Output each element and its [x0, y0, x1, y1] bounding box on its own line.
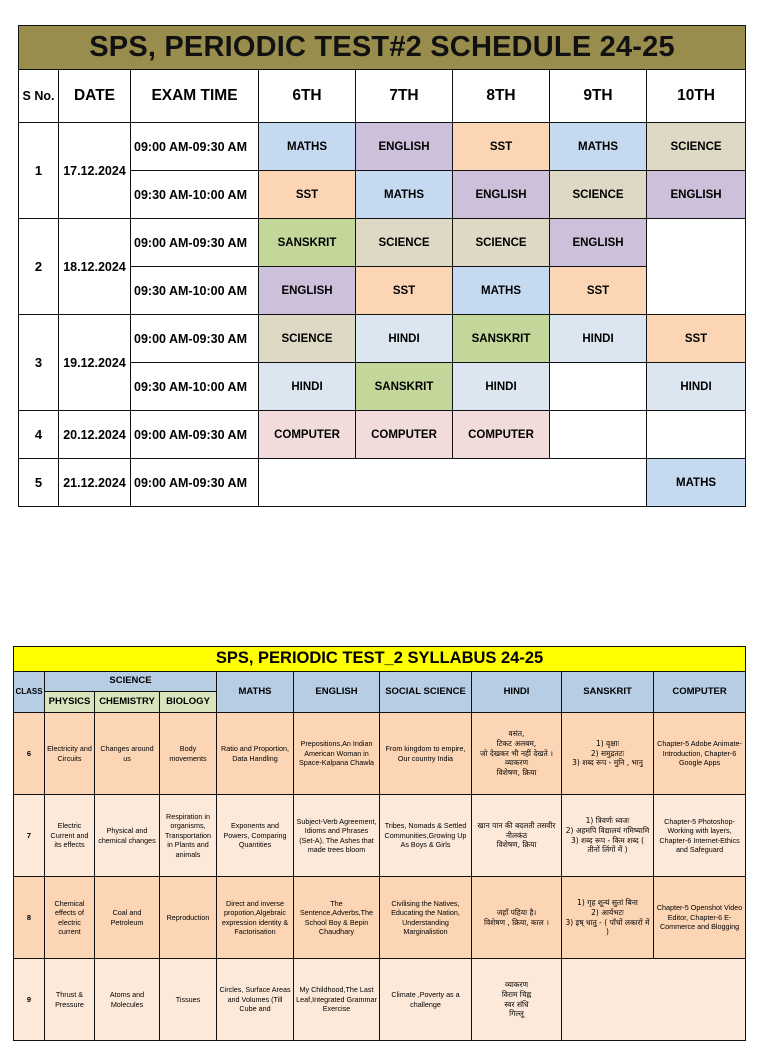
exam-time: 09:00 AM-09:30 AM — [131, 219, 259, 267]
sanskrit-cell: 1) वृक्षाः 2) समुद्रतटः 3) शब्द रूप - मुनि , भानु — [562, 713, 654, 795]
header-biology: BIOLOGY — [160, 692, 217, 713]
header-6th: 6TH — [259, 70, 356, 123]
subject-cell: HINDI — [550, 315, 647, 363]
subject-cell: COMPUTER — [356, 411, 453, 459]
social-cell: From kingdom to empire, Our country India — [380, 713, 472, 795]
chemistry-cell: Coal and Petroleum — [95, 877, 160, 959]
subject-cell: SST — [453, 123, 550, 171]
social-cell: Civilising the Natives, Educating the Nation, Understanding Marginalistion — [380, 877, 472, 959]
header-exam-time: EXAM TIME — [131, 70, 259, 123]
subject-cell: SCIENCE — [550, 171, 647, 219]
english-cell: Subject-Verb Agreement, Idioms and Phrases (Set-A), The Ashes that made trees bloom — [294, 795, 380, 877]
subject-cell: MATHS — [647, 459, 746, 507]
maths-cell: Ratio and Proportion, Data Handling — [217, 713, 294, 795]
biology-cell: Respiration in organisms, Transportation in Plants and animals — [160, 795, 217, 877]
header-sno: S No. — [19, 70, 59, 123]
header-social-science: SOCIAL SCIENCE — [380, 672, 472, 713]
row-sno: 2 — [19, 219, 59, 315]
header-sanskrit: SANSKRIT — [562, 672, 654, 713]
social-cell: Climate ,Poverty as a challenge — [380, 959, 472, 1041]
computer-cell: Chapter-5 Photoshop-Working with layers, Chapter-6 Internet-Ethics and Safeguard — [654, 795, 746, 877]
english-cell: Prepositions,An Indian American Woman in Space-Kalpana Chawla — [294, 713, 380, 795]
empty-cell — [550, 363, 647, 411]
subject-cell: ENGLISH — [356, 123, 453, 171]
chemistry-cell: Atoms and Molecules — [95, 959, 160, 1041]
exam-time: 09:30 AM-10:00 AM — [131, 267, 259, 315]
class-number: 6 — [14, 713, 45, 795]
header-physics: PHYSICS — [45, 692, 95, 713]
maths-cell: Direct and inverse propotion,Algebraic expression identity & Factorisation — [217, 877, 294, 959]
biology-cell: Body movements — [160, 713, 217, 795]
empty-cell — [259, 459, 647, 507]
subject-cell: HINDI — [259, 363, 356, 411]
hindi-cell: खान पान की बदलती तसवीर नीलकंठ विशेषण, क्रिया — [472, 795, 562, 877]
header-7th: 7TH — [356, 70, 453, 123]
sanskrit-cell: 1) त्रिवर्णः ध्वजः 2) अहमपि विद्यालयं गमिष्यामि 3) शब्द रूप - किम शब्द ( तीनों लिंगों में ) — [562, 795, 654, 877]
header-hindi: HINDI — [472, 672, 562, 713]
subject-cell: HINDI — [647, 363, 746, 411]
biology-cell: Reproduction — [160, 877, 217, 959]
subject-cell: COMPUTER — [259, 411, 356, 459]
subject-cell: MATHS — [550, 123, 647, 171]
exam-time: 09:30 AM-10:00 AM — [131, 171, 259, 219]
maths-cell: Circles, Surface Areas and Volumes (Till Cube and — [217, 959, 294, 1041]
row-sno: 1 — [19, 123, 59, 219]
subject-cell: SANSKRIT — [259, 219, 356, 267]
subject-cell: MATHS — [453, 267, 550, 315]
row-sno: 5 — [19, 459, 59, 507]
subject-cell: SANSKRIT — [356, 363, 453, 411]
header-computer: COMPUTER — [654, 672, 746, 713]
row-date: 21.12.2024 — [59, 459, 131, 507]
subject-cell: ENGLISH — [259, 267, 356, 315]
header-9th: 9TH — [550, 70, 647, 123]
subject-cell: SST — [647, 315, 746, 363]
header-maths: MATHS — [217, 672, 294, 713]
subject-cell: HINDI — [356, 315, 453, 363]
physics-cell: Electricity and Circuits — [45, 713, 95, 795]
row-sno: 4 — [19, 411, 59, 459]
empty-cell — [550, 411, 647, 459]
hindi-cell: वसंत, टिकट अलबम, जो देखकर भी नहीं देखते । व्याकरण विशेषण, क्रिया — [472, 713, 562, 795]
exam-time: 09:00 AM-09:30 AM — [131, 459, 259, 507]
subject-cell: ENGLISH — [647, 171, 746, 219]
hindi-cell: जहाँ पहिया है। विशेषण , क्रिया, काल । — [472, 877, 562, 959]
sanskrit-cell: 1) गृह शून्यं सुतां बिना 2) आर्यभटः 3) इष् धातु - ( पाँचों लकारों में ) — [562, 877, 654, 959]
subject-cell: SANSKRIT — [453, 315, 550, 363]
header-class: CLASS — [14, 672, 45, 713]
subject-cell: MATHS — [356, 171, 453, 219]
subject-cell: ENGLISH — [550, 219, 647, 267]
computer-cell: Chapter-5 Adobe Animate- Introduction, Chapter-6 Google Apps — [654, 713, 746, 795]
subject-cell: SST — [259, 171, 356, 219]
row-date: 20.12.2024 — [59, 411, 131, 459]
row-date: 19.12.2024 — [59, 315, 131, 411]
header-10th: 10TH — [647, 70, 746, 123]
chemistry-cell: Changes around us — [95, 713, 160, 795]
subject-cell: COMPUTER — [453, 411, 550, 459]
header-date: DATE — [59, 70, 131, 123]
chemistry-cell: Physical and chemical changes — [95, 795, 160, 877]
social-cell: Tribes, Nomads & Settled Communities,Growing Up As Boys & Girls — [380, 795, 472, 877]
exam-time: 09:30 AM-10:00 AM — [131, 363, 259, 411]
schedule-table — [18, 25, 746, 507]
hindi-cell: व्याकरण विराम चिह्न स्वर संधि गिल्लू — [472, 959, 562, 1041]
subject-cell: SST — [550, 267, 647, 315]
empty-cell — [647, 411, 746, 459]
syllabus-table — [13, 646, 746, 1041]
exam-time: 09:00 AM-09:30 AM — [131, 315, 259, 363]
header-english: ENGLISH — [294, 672, 380, 713]
biology-cell: Tissues — [160, 959, 217, 1041]
english-cell: My Childhood,The Last Leaf,Integrated Grammar Exercise — [294, 959, 380, 1041]
english-cell: The Sentence,Adverbs,The School Boy & Bepin Chaudhary — [294, 877, 380, 959]
row-date: 17.12.2024 — [59, 123, 131, 219]
header-chemistry: CHEMISTRY — [95, 692, 160, 713]
row-date: 18.12.2024 — [59, 219, 131, 315]
header-8th: 8TH — [453, 70, 550, 123]
empty-cell — [647, 219, 746, 315]
subject-cell: ENGLISH — [453, 171, 550, 219]
subject-cell: MATHS — [259, 123, 356, 171]
subject-cell: HINDI — [453, 363, 550, 411]
physics-cell: Chemical effects of electric current — [45, 877, 95, 959]
subject-cell: SCIENCE — [356, 219, 453, 267]
row-sno: 3 — [19, 315, 59, 411]
class-number: 7 — [14, 795, 45, 877]
exam-time: 09:00 AM-09:30 AM — [131, 123, 259, 171]
maths-cell: Exponents and Powers, Comparing Quantities — [217, 795, 294, 877]
empty-cell — [562, 959, 746, 1041]
header-science: SCIENCE — [45, 672, 217, 692]
subject-cell: SCIENCE — [647, 123, 746, 171]
subject-cell: SCIENCE — [259, 315, 356, 363]
physics-cell: Thrust & Pressure — [45, 959, 95, 1041]
subject-cell: SCIENCE — [453, 219, 550, 267]
exam-time: 09:00 AM-09:30 AM — [131, 411, 259, 459]
syllabus-title: SPS, PERIODIC TEST_2 SYLLABUS 24-25 — [14, 647, 746, 672]
schedule-title: SPS, PERIODIC TEST#2 SCHEDULE 24-25 — [19, 26, 746, 70]
physics-cell: Electric Current and its effects — [45, 795, 95, 877]
computer-cell: Chapter-5 Openshot Video Editor, Chapter-6 E-Commerce and Blogging — [654, 877, 746, 959]
class-number: 8 — [14, 877, 45, 959]
subject-cell: SST — [356, 267, 453, 315]
class-number: 9 — [14, 959, 45, 1041]
